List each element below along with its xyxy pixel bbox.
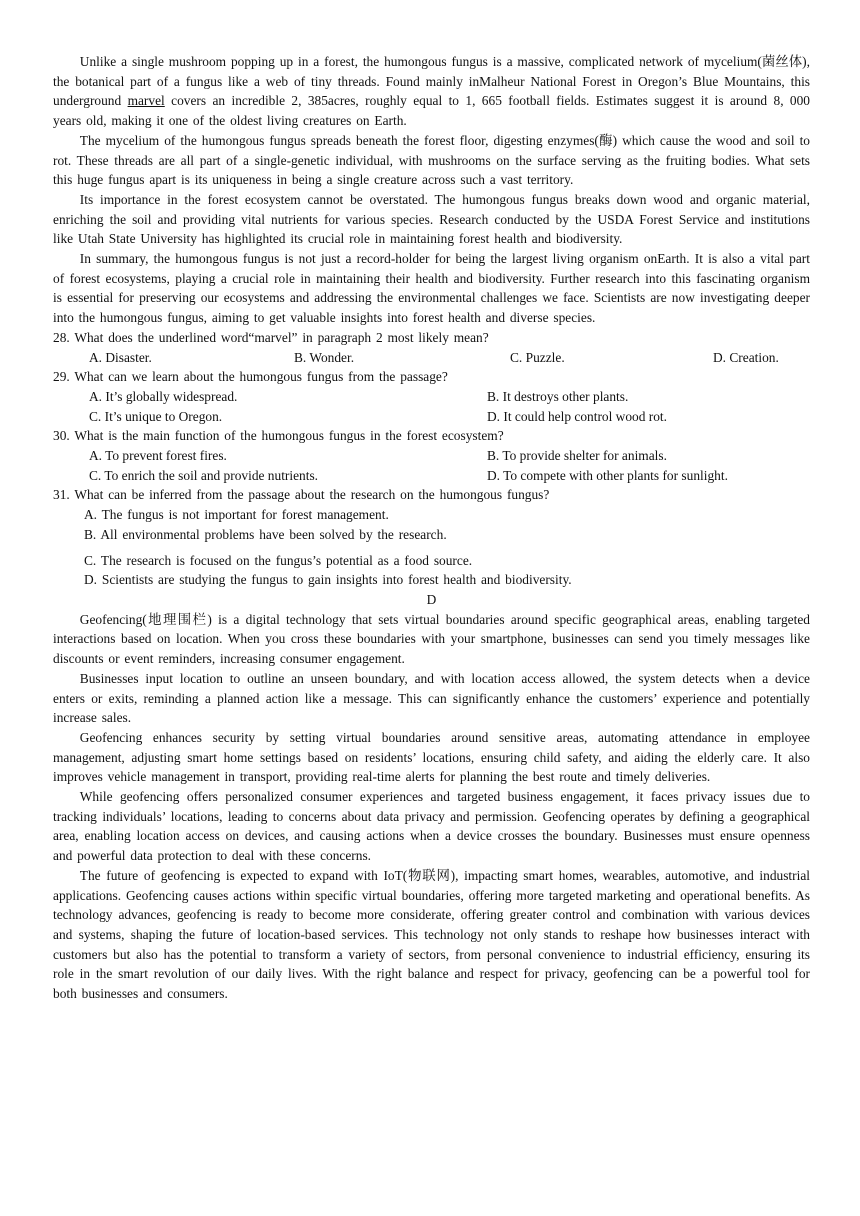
passage-d-paragraph-5: The future of geofencing is expected to expand with IoT(物联网), impacting smart homes, wearables, automotive, and industrial applications. Geofencing causes actions within specific virtual boundaries, offering more targeted marketing and operational benefits. As technology advances, geofencing is ready to become more considerate, offering greater control and combination with various devices and systems, shaping the future of location-based services. This technology not only stands to reshape how businesses interact with customers but also has the potential to transform a variety of sectors, from personal convenience to industrial efficiency, ensuring its role in the smart revolution of our daily lives. With the right balance and respect for privacy, geofencing can be a powerful tool for both businesses and consumers.	[53, 867, 810, 1002]
option-d: D. To compete with other plants for sunlight.	[487, 467, 728, 483]
option-a: A. It’s globally widespread.	[89, 388, 238, 404]
p1-text-before: Unlike a single mushroom popping up in a forest, the humongous fungus is a massive, complicated network of mycelium(菌丝体), the botanical part of a fungus like a web of tiny threads. Found mainly inMalheur National Forest in Oregon’s Blue Mountains, this underground	[53, 54, 810, 109]
option-c: C. The research is focused on the fungus’s potential as a food source.	[84, 552, 473, 568]
question-30	[53, 426, 810, 485]
question-29-stem: 29. What can we learn about the humongous fungus from the passage?	[53, 369, 448, 385]
underlined-word-marvel: marvel	[127, 93, 165, 109]
passage-d-paragraph-2: Businesses input location to outline an unseen boundary, and with location access allowed, the system detects when a device enters or exits, reminding a planned action like a message. This can significantly enhance the customers’ experience and potentially increase sales.	[53, 670, 810, 726]
option-d: D. Scientists are studying the fungus to gain insights into forest health and biodiversity.	[84, 572, 572, 588]
p1-text-after: covers an incredible 2, 385acres, roughly equal to 1, 665 football fields. Estimates suggest it is around 8, 000 years old, making it one of the oldest living creatures on Earth.	[53, 93, 811, 129]
question-28-stem: 28. What does the underlined word“marvel” in paragraph 2 most likely mean?	[53, 329, 489, 345]
option-a: A. Disaster.	[89, 349, 152, 365]
option-c: C. Puzzle.	[510, 349, 565, 365]
passage-d-paragraph-1: Geofencing(地理围栏) is a digital technology that sets virtual boundaries around specific geographical areas, enabling targeted interactions based on location. When you cross these boundaries with your smartphone, businesses can send you timely messages like discounts or event reminders, increasing consumer engagement.	[53, 611, 810, 667]
question-31	[53, 485, 810, 590]
section-d-heading: D	[426, 591, 437, 607]
question-31-stem: 31. What can be inferred from the passage about the research on the humongous fungus?	[53, 487, 550, 503]
exam-page	[53, 52, 810, 1004]
question-29-options-row-2	[89, 407, 810, 427]
question-28-options	[89, 348, 810, 368]
passage-d-paragraph-4: While geofencing offers personalized consumer experiences and targeted business engagement, it faces privacy issues due to tracking individuals’ locations, leading to concerns about data privacy and permission. Geofencing operates by defining a geographical area, enabling location access on devices, and causing actions when a device crosses the boundary. Businesses must ensure openness and powerful data protection to deal with these concerns.	[53, 789, 810, 864]
question-30-options-row-2	[89, 466, 810, 486]
option-c: C. To enrich the soil and provide nutrients.	[89, 467, 319, 483]
question-29-options-row-1	[89, 387, 810, 407]
option-d: D. It could help control wood rot.	[487, 408, 667, 424]
option-b: B. Wonder.	[294, 349, 355, 365]
passage-c-paragraph-4: In summary, the humongous fungus is not just a record-holder for being the largest living organism onEarth. It is also a vital part of forest ecosystems, playing a crucial role in maintaining their health and biodiversity. Further research into this fascinating organism is essential for preserving our ecosystems and addressing the environmental challenges we face. Scientists are now investigating deeper into the humongous fungus, aiming to get valuable insights into forest health and diverse species.	[53, 251, 810, 326]
question-30-options-row-1	[89, 446, 810, 466]
option-a: A. To prevent forest fires.	[89, 448, 227, 464]
passage-c-paragraph-3: Its importance in the forest ecosystem cannot be overstated. The humongous fungus breaks down wood and organic material, enriching the soil and providing vital nutrients for various species. Research conducted by the USDA Forest Service and institutions like Utah State University has highlighted its crucial role in maintaining forest health and biodiversity.	[53, 191, 810, 247]
question-29	[53, 367, 810, 426]
passage-c-paragraph-2: The mycelium of the humongous fungus spreads beneath the forest floor, digesting enzymes(酶) which cause the wood and soil to rot. These threads are all part of a single-genetic individual, with mushrooms on the surface serving as the fruiting bodies. What sets this huge fungus apart is its uniqueness in being a single creature across such a vast territory.	[53, 132, 810, 188]
option-c: C. It’s unique to Oregon.	[89, 408, 223, 424]
question-30-stem: 30. What is the main function of the humongous fungus in the forest ecosystem?	[53, 428, 504, 444]
option-b: B. All environmental problems have been solved by the research.	[84, 526, 447, 542]
passage-d-paragraph-3: Geofencing enhances security by setting virtual boundaries around sensitive areas, automating attendance in employee management, adjusting smart home settings based on residents’ locations, ensuring child safety, and aiding the elderly care. It also improves vehicle management in transport, providing real-time alerts for planning the best route and timely deliveries.	[53, 729, 810, 785]
option-b: B. To provide shelter for animals.	[487, 448, 667, 464]
option-d: D. Creation.	[713, 349, 779, 365]
option-a: A. The fungus is not important for forest management.	[84, 507, 389, 523]
passage-c-paragraph-1	[53, 52, 810, 131]
option-b: B. It destroys other plants.	[487, 388, 629, 404]
question-28	[53, 328, 810, 367]
